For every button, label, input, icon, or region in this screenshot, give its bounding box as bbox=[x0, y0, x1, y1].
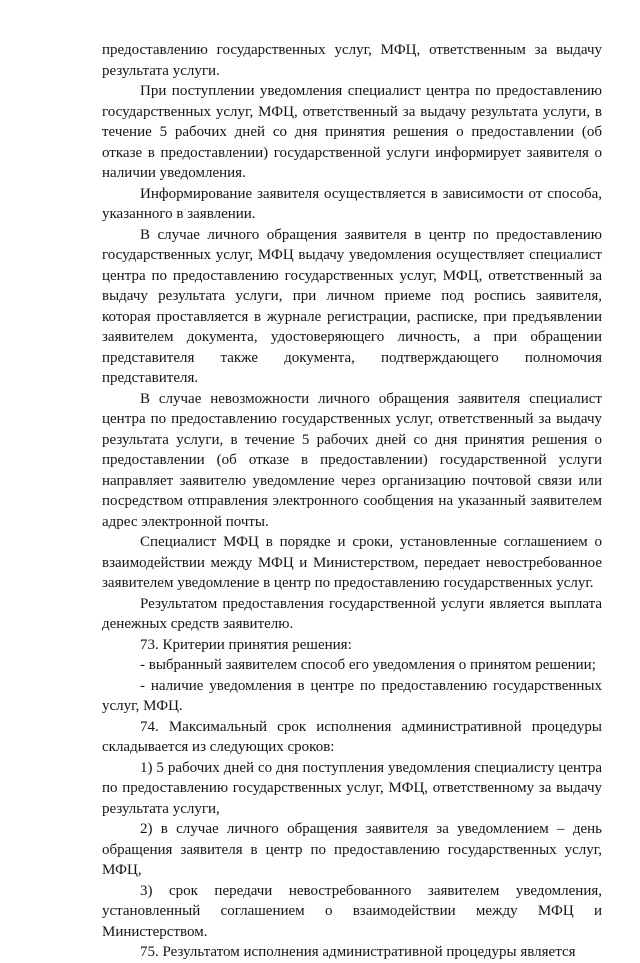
paragraph-criterion-1: - выбранный заявителем способ его уведомления о принятом решении; bbox=[140, 657, 596, 673]
paragraph-term-3: 3) срок передачи невостребованного заявителем уведомления, установленный соглашением о взаимодействии между МФЦ и Министерством. bbox=[102, 882, 602, 940]
paragraph-criterion-2: - наличие уведомления в центре по предоставлению государственных услуг, МФЦ. bbox=[102, 677, 602, 714]
paragraph-no-personal-visit: В случае невозможности личного обращения заявителя специалист центра по предоставлению государственных услуг, ответственный за выдачу результата услуги, в течение 5 рабочих дней со дня принятия решения о предоставлении (об отказе в предоставлении) государственной услуги направляет заявителю уведомление через организацию почтовой связи или посредством отправления электронного сообщения на указанный заявителем адрес электронной почты. bbox=[102, 390, 602, 530]
document-body bbox=[102, 40, 602, 963]
paragraph-service-result: Результатом предоставления государственной услуги является выплата денежных средств заявителю. bbox=[102, 595, 602, 632]
paragraph-item-75: 75. Результатом исполнения административной процедуры является bbox=[140, 944, 576, 960]
paragraph-continuation: предоставлению государственных услуг, МФЦ, ответственным за выдачу результата услуги. bbox=[102, 42, 602, 79]
paragraph-term-1: 1) 5 рабочих дней со дня поступления уведомления специалисту центра по предоставлению государственных услуг, МФЦ, ответственному за выдачу результата услуги, bbox=[102, 759, 602, 817]
paragraph-informing-method: Информирование заявителя осуществляется в зависимости от способа, указанного в заявлении. bbox=[102, 185, 602, 222]
paragraph-personal-visit: В случае личного обращения заявителя в центр по предоставлению государственных услуг, МФЦ выдачу уведомления осуществляет специалист центра по предоставлению государственных услуг, МФЦ, ответственный за выдачу результата услуги, при личном приеме под роспись заявителя, которая проставляется в журнале регистрации, расписке, при предъявлении заявителем документа, удостоверяющего личность, а при обращении представителя также документа, подтверждающего полномочия представителя. bbox=[102, 226, 602, 386]
paragraph-mfc-specialist: Специалист МФЦ в порядке и сроки, установленные соглашением о взаимодействии между МФЦ и Министерством, передает невостребованное заявителем уведомление в центр по предоставлению государственных услуг. bbox=[102, 534, 602, 591]
paragraph-item-74: 74. Максимальный срок исполнения административной процедуры складывается из следующих сроков: bbox=[102, 718, 602, 755]
paragraph-notification-received: При поступлении уведомления специалист центра по предоставлению государственных услуг, МФЦ, ответственный за выдачу результата услуги, в течение 5 рабочих дней со дня принятия решения о предоставлении (об отказе в предоставлении) государственной услуги информирует заявителя о наличии уведомления. bbox=[102, 83, 602, 181]
paragraph-term-2: 2) в случае личного обращения заявителя за уведомлением – день обращения заявителя в центр по предоставлению государственных услуг, МФЦ, bbox=[102, 821, 602, 878]
paragraph-item-73: 73. Критерии принятия решения: bbox=[140, 636, 352, 653]
